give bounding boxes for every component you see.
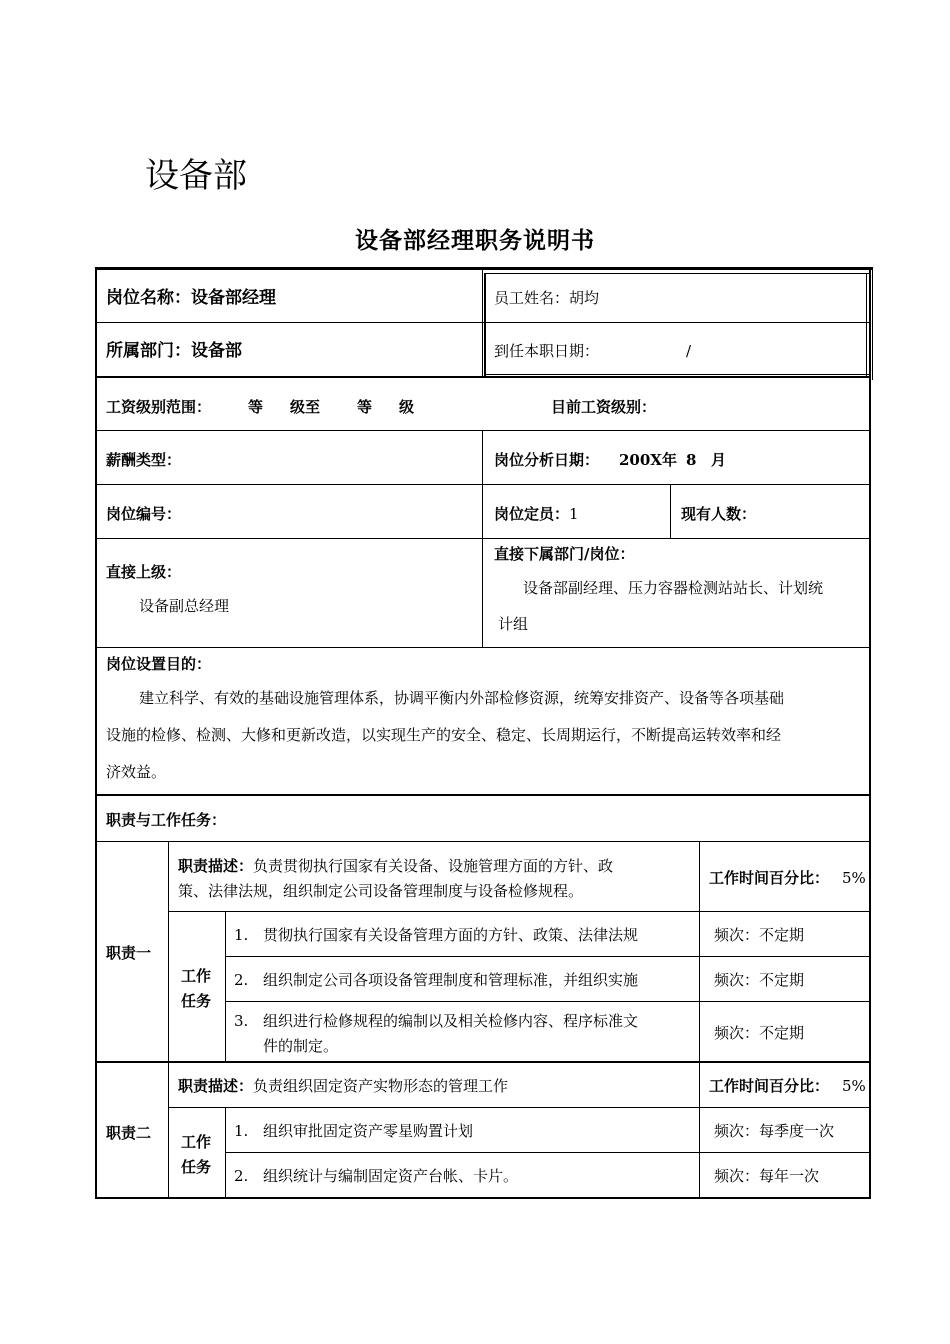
subordinate-line-1: 设备部副经理、压力容器检测站站长、计划统 bbox=[523, 579, 824, 597]
purpose-line-2: 设施的检修、检测、大修和更新改造，以实现生产的安全、稳定、长周期运行，不断提高运转效率和经 bbox=[106, 726, 782, 744]
duty-1-time-value: 5% bbox=[842, 869, 866, 887]
analysis-date-year: 200X bbox=[619, 451, 662, 469]
duty-2-name: 职责二 bbox=[106, 1124, 152, 1142]
task-frequency bbox=[714, 1023, 804, 1043]
duty-1-desc-label: 职责描述： bbox=[178, 857, 254, 875]
frequency-value: 不定期 bbox=[759, 971, 805, 989]
position-no-label: 岗位编号： bbox=[106, 505, 182, 523]
frequency-label: 频次： bbox=[714, 1122, 760, 1140]
analysis-date-month-unit: 月 bbox=[711, 451, 727, 469]
duty-2-desc-label: 职责描述： bbox=[178, 1077, 254, 1095]
task-number: 2. bbox=[234, 1167, 249, 1185]
department-label: 所属部门： bbox=[106, 341, 191, 361]
salary-range-level: 级 bbox=[399, 398, 415, 416]
frequency-label: 频次： bbox=[714, 1167, 760, 1185]
superior-label: 直接上级： bbox=[106, 563, 182, 581]
duty-1-tasks-label-1: 工作 bbox=[181, 967, 212, 985]
headcount-value: 1 bbox=[569, 505, 579, 523]
employee-name-value: 胡均 bbox=[569, 289, 600, 307]
frequency-value: 每季度一次 bbox=[759, 1122, 835, 1140]
task-frequency bbox=[714, 1166, 819, 1186]
duty-1-name: 职责一 bbox=[106, 944, 152, 962]
task-number: 2. bbox=[234, 971, 249, 989]
task-text: 组织制定公司各项设备管理制度和管理标准，并组织实施 bbox=[263, 971, 639, 989]
purpose-line-1: 建立科学、有效的基础设施管理体系，协调平衡内外部检修资源，统筹安排资产、设备等各项基础 bbox=[139, 689, 785, 707]
employee-name-field bbox=[494, 288, 599, 308]
duty-1-desc-line-2: 策、法律法规，组织制定公司设备管理制度与设备检修规程。 bbox=[178, 882, 584, 900]
task-number: 3. bbox=[234, 1012, 249, 1030]
department-field bbox=[106, 341, 242, 361]
frequency-label: 频次： bbox=[714, 926, 760, 944]
department-value: 设备部 bbox=[191, 341, 242, 361]
headcount-field bbox=[494, 504, 579, 524]
duty-2-time-label: 工作时间百分比： bbox=[709, 1077, 830, 1095]
start-date-label: 到任本职日期： bbox=[494, 342, 600, 360]
duty-2-time-value: 5% bbox=[842, 1077, 866, 1095]
task-frequency bbox=[714, 925, 804, 945]
subordinate-line-2: 计组 bbox=[498, 615, 529, 633]
salary-range-label: 工资级别范围： bbox=[106, 398, 212, 416]
salary-range-level-to: 级至 bbox=[290, 398, 321, 416]
position-name-value: 设备部经理 bbox=[191, 288, 276, 308]
frequency-label: 频次： bbox=[714, 1024, 760, 1042]
position-name-field bbox=[106, 288, 276, 308]
employee-name-label: 员工姓名： bbox=[494, 289, 570, 307]
task-text: 组织统计与编制固定资产台帐、卡片。 bbox=[263, 1167, 519, 1185]
position-name-label: 岗位名称： bbox=[106, 288, 191, 308]
duty-1-tasks-label-2: 任务 bbox=[181, 992, 212, 1010]
task-frequency bbox=[714, 970, 804, 990]
start-date-separator: / bbox=[686, 342, 692, 360]
headcount-label: 岗位定员： bbox=[494, 505, 570, 523]
current-count-label: 现有人数： bbox=[681, 505, 757, 523]
frequency-value: 每年一次 bbox=[759, 1167, 820, 1185]
task-text-line-2: 件的制定。 bbox=[263, 1037, 339, 1055]
frequency-value: 不定期 bbox=[759, 926, 805, 944]
duty-1-desc-line-1: 负责贯彻执行国家有关设备、设施管理方面的方针、政 bbox=[253, 857, 614, 875]
task-text: 贯彻执行国家有关设备管理方面的方针、政策、法律法规 bbox=[263, 926, 639, 944]
duty-2-description bbox=[178, 1076, 508, 1096]
task-number: 1. bbox=[234, 926, 249, 944]
analysis-date-year-unit: 年 bbox=[662, 451, 678, 469]
task-frequency bbox=[714, 1121, 834, 1141]
salary-range-grade-b: 等 bbox=[357, 398, 373, 416]
document-title: 设备部经理职务说明书 bbox=[355, 227, 595, 254]
purpose-label: 岗位设置目的： bbox=[106, 655, 212, 673]
analysis-date-month: 8 bbox=[686, 451, 697, 469]
analysis-date-label: 岗位分析日期： bbox=[494, 451, 600, 469]
purpose-line-3: 济效益。 bbox=[106, 763, 167, 781]
task-text: 组织进行检修规程的编制以及相关检修内容、程序标准文 bbox=[263, 1012, 639, 1030]
duty-2-tasks-label-1: 工作 bbox=[181, 1133, 212, 1151]
duty-2-desc-line-1: 负责组织固定资产实物形态的管理工作 bbox=[253, 1077, 509, 1095]
department-heading: 设备部 bbox=[145, 156, 247, 196]
frequency-label: 频次： bbox=[714, 971, 760, 989]
salary-range-grade-a: 等 bbox=[248, 398, 264, 416]
frequency-value: 不定期 bbox=[759, 1024, 805, 1042]
subordinate-label: 直接下属部门/岗位： bbox=[494, 545, 635, 563]
task-number: 1. bbox=[234, 1122, 249, 1140]
superior-value: 设备副总经理 bbox=[139, 597, 230, 615]
current-salary-label: 目前工资级别： bbox=[551, 398, 657, 416]
duty-2-tasks-label-2: 任务 bbox=[181, 1158, 212, 1176]
duty-1-description bbox=[178, 856, 613, 876]
duties-label: 职责与工作任务： bbox=[106, 811, 227, 829]
task-text: 组织审批固定资产零星购置计划 bbox=[263, 1122, 474, 1140]
duty-1-time-label: 工作时间百分比： bbox=[709, 869, 830, 887]
pay-type-label: 薪酬类型： bbox=[106, 451, 182, 469]
